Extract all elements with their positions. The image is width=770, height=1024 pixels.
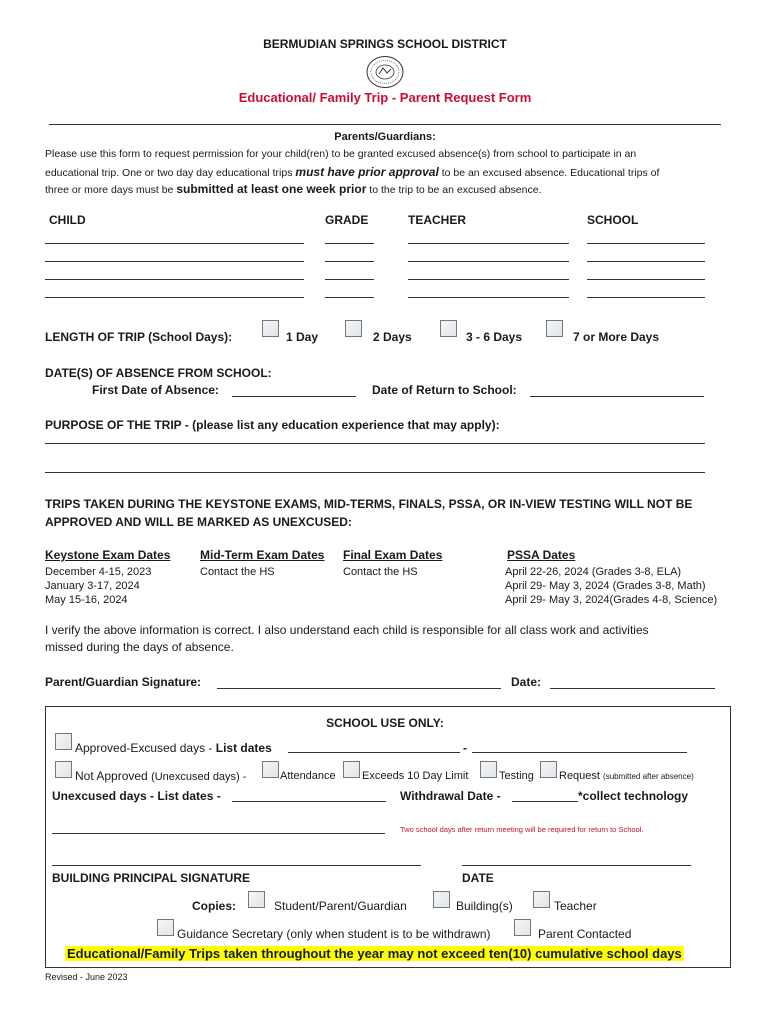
request-checkbox[interactable] xyxy=(540,761,557,778)
child-field-2[interactable] xyxy=(45,261,304,262)
pssa-date-1: April 22-26, 2024 (Grades 3-8, ELA) xyxy=(505,566,682,578)
trip-1-day-checkbox[interactable] xyxy=(262,320,279,337)
intro-line-3: three or more days must be submitted at least one week prior to the trip to be an excused absence. xyxy=(45,182,542,196)
final-title: Final Exam Dates xyxy=(343,548,443,562)
withdrawal-label: Withdrawal Date - xyxy=(400,789,501,803)
trip-1-day-label: 1 Day xyxy=(286,330,319,344)
parent-date-field[interactable] xyxy=(550,688,715,689)
attendance-checkbox[interactable] xyxy=(262,761,279,778)
approved-row: Approved-Excused days - List dates xyxy=(75,741,272,755)
request-label: Request (submitted after absence) xyxy=(559,770,694,782)
copy-teacher-label: Teacher xyxy=(554,899,597,913)
copies-label: Copies: xyxy=(192,899,237,913)
copy-student-label: Student/Parent/Guardian xyxy=(274,899,407,913)
grade-field-1[interactable] xyxy=(325,243,374,244)
exceeds-label: Exceeds 10 Day Limit xyxy=(362,770,469,782)
keystone-date-2: January 3-17, 2024 xyxy=(45,580,140,592)
midterm-title: Mid-Term Exam Dates xyxy=(200,548,325,562)
principal-signature-label: BUILDING PRINCIPAL SIGNATURE xyxy=(52,871,251,885)
not-approved-label: Not Approved (Unexcused days) - xyxy=(75,769,247,783)
purpose-field-1[interactable] xyxy=(45,443,705,444)
intro-line-1: Please use this form to request permission for your child(ren) to be granted excused absence(s) from school to participate in an xyxy=(45,148,637,160)
unexcused-list-field[interactable] xyxy=(232,801,386,802)
teacher-field-2[interactable] xyxy=(408,261,569,262)
grade-field-4[interactable] xyxy=(325,297,374,298)
district-seal-icon xyxy=(365,55,405,89)
approved-date-to[interactable] xyxy=(472,752,687,753)
grade-field-3[interactable] xyxy=(325,279,374,280)
pssa-date-3: April 29- May 3, 2024(Grades 4-8, Science) xyxy=(505,594,718,606)
parent-contacted-checkbox[interactable] xyxy=(514,919,531,936)
purpose-field-2[interactable] xyxy=(45,472,705,473)
cumulative-days-notice: Educational/Family Trips taken throughout the year may not exceed ten(10) cumulative school days xyxy=(67,946,682,961)
final-date-1: Contact the HS xyxy=(343,566,418,578)
trip-2-days-label: 2 Days xyxy=(373,330,412,344)
principal-date-label: DATE xyxy=(462,871,494,885)
intro-heading: Parents/Guardians: xyxy=(334,131,436,143)
principal-signature-field[interactable] xyxy=(52,865,421,866)
return-meeting-note: Two school days after return meeting will be required for return to School. xyxy=(400,825,644,834)
col-grade: GRADE xyxy=(325,213,369,227)
district-name: BERMUDIAN SPRINGS SCHOOL DISTRICT xyxy=(263,37,507,51)
grade-field-2[interactable] xyxy=(325,261,374,262)
school-use-heading: SCHOOL USE ONLY: xyxy=(326,716,444,730)
principal-date-field[interactable] xyxy=(462,865,691,866)
unexcused-list-label: Unexcused days - List dates - xyxy=(52,789,221,803)
copy-teacher-checkbox[interactable] xyxy=(533,891,550,908)
return-date-field[interactable] xyxy=(530,396,704,397)
parent-date-label: Date: xyxy=(511,675,542,689)
revised-date: Revised - June 2023 xyxy=(45,972,128,982)
testing-label: Testing xyxy=(499,770,534,782)
warning-line-1: TRIPS TAKEN DURING THE KEYSTONE EXAMS, MID-TERMS, FINALS, PSSA, OR IN-VIEW TESTING WILL NOT BE xyxy=(45,497,693,511)
school-field-2[interactable] xyxy=(587,261,705,262)
child-field-3[interactable] xyxy=(45,279,304,280)
copy-building-label: Building(s) xyxy=(456,899,513,913)
col-child: CHILD xyxy=(49,213,86,227)
warning-line-2: APPROVED AND WILL BE MARKED AS UNEXCUSED: xyxy=(45,515,352,529)
return-date-label: Date of Return to School: xyxy=(372,383,517,397)
pssa-title: PSSA Dates xyxy=(507,548,576,562)
form-title: Educational/ Family Trip - Parent Request Form xyxy=(238,90,532,105)
keystone-date-1: December 4-15, 2023 xyxy=(45,566,152,578)
copy-guidance-checkbox[interactable] xyxy=(157,919,174,936)
parent-signature-field[interactable] xyxy=(217,688,501,689)
withdrawal-field[interactable] xyxy=(512,801,578,802)
school-field-4[interactable] xyxy=(587,297,705,298)
notes-field[interactable] xyxy=(52,833,385,834)
not-approved-checkbox[interactable] xyxy=(55,761,72,778)
verify-line-2: missed during the days of absence. xyxy=(45,640,234,654)
purpose-label: PURPOSE OF THE TRIP - (please list any education experience that may apply): xyxy=(45,418,500,432)
trip-7-days-label: 7 or More Days xyxy=(573,330,660,344)
school-field-3[interactable] xyxy=(587,279,705,280)
intro-line-2: educational trip. One or two day day educational trips must have prior approval to be an excused absence. Educational trips of xyxy=(45,165,660,179)
dates-heading: DATE(S) OF ABSENCE FROM SCHOOL: xyxy=(45,366,272,380)
pssa-date-2: April 29- May 3, 2024 (Grades 3-8, Math) xyxy=(505,580,706,592)
teacher-field-3[interactable] xyxy=(408,279,569,280)
approved-checkbox[interactable] xyxy=(55,733,72,750)
copy-student-checkbox[interactable] xyxy=(248,891,265,908)
collect-technology: *collect technology xyxy=(578,789,689,803)
trip-3-6-days-checkbox[interactable] xyxy=(440,320,457,337)
teacher-field-4[interactable] xyxy=(408,297,569,298)
approved-date-from[interactable] xyxy=(288,752,460,753)
keystone-date-3: May 15-16, 2024 xyxy=(45,594,128,606)
parent-signature-label: Parent/Guardian Signature: xyxy=(45,675,202,689)
col-teacher: TEACHER xyxy=(408,213,467,227)
copy-guidance-label: Guidance Secretary (only when student is to be withdrawn) xyxy=(177,927,491,941)
trip-3-6-days-label: 3 - 6 Days xyxy=(466,330,523,344)
school-field-1[interactable] xyxy=(587,243,705,244)
attendance-label: Attendance xyxy=(280,770,336,782)
trip-2-days-checkbox[interactable] xyxy=(345,320,362,337)
copy-building-checkbox[interactable] xyxy=(433,891,450,908)
trip-7-days-checkbox[interactable] xyxy=(546,320,563,337)
exceeds-checkbox[interactable] xyxy=(343,761,360,778)
approved-dash: - xyxy=(463,741,467,755)
midterm-date-1: Contact the HS xyxy=(200,566,275,578)
verify-line-1: I verify the above information is correct. I also understand each child is responsible for all class work and activities xyxy=(45,623,649,637)
col-school: SCHOOL xyxy=(587,213,639,227)
title-divider xyxy=(49,124,721,125)
teacher-field-1[interactable] xyxy=(408,243,569,244)
trip-length-label: LENGTH OF TRIP (School Days): xyxy=(45,330,233,344)
first-date-field[interactable] xyxy=(232,396,356,397)
child-field-4[interactable] xyxy=(45,297,304,298)
first-date-label: First Date of Absence: xyxy=(92,383,219,397)
parent-contacted-label: Parent Contacted xyxy=(538,927,632,941)
keystone-title: Keystone Exam Dates xyxy=(45,548,171,562)
testing-checkbox[interactable] xyxy=(480,761,497,778)
child-field-1[interactable] xyxy=(45,243,304,244)
